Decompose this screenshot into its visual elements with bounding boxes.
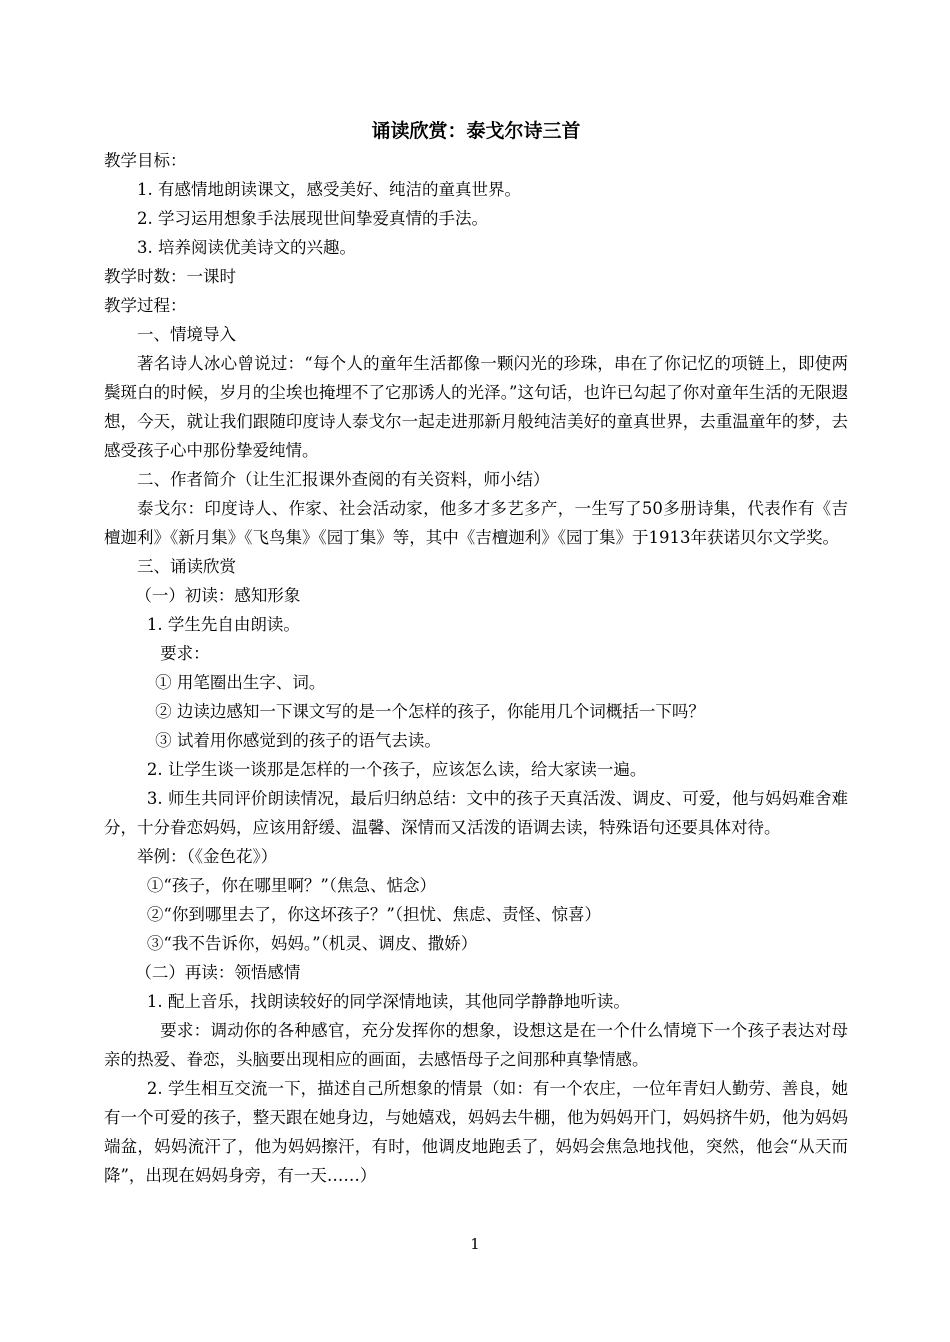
paragraph: 泰戈尔：印度诗人、作家、社会活动家，他多才多艺多产，一生写了50多册诗集，代表作有《吉檀迦利》《新月集》《飞鸟集》《园丁集》等，其中《吉檀迦利》《园丁集》于1913年获诺贝尔文学奖。 — [104, 499, 848, 547]
page-number: 1 — [470, 1235, 480, 1253]
paragraph: ②“你到哪里去了，你这坏孩子？”（担忧、焦虑、责怪、惊喜） — [146, 905, 602, 924]
paragraph: 一、情境导入 — [137, 325, 236, 344]
paragraph: ① 用笔圈出生字、词。 — [155, 673, 326, 692]
paragraph: （一）初读：感知形象 — [135, 586, 301, 605]
paragraph: ② 边读边感知一下课文写的是一个怎样的孩子，你能用几个词概括一下吗？ — [155, 702, 705, 721]
paragraph: （二）再读：领悟感情 — [135, 963, 301, 982]
paragraph: 著名诗人冰心曾说过：“每个人的童年生活都像一颗闪光的珍珠，串在了你记忆的项链上，即使两鬓斑白的时候，岁月的尘埃也掩埋不了它那诱人的光泽。”这句话，也许已勾起了你对童年生活的无限遐想，今天，就让我们跟随印度诗人泰戈尔一起走进那新月般纯洁美好的童真世界，去重温童年的梦，去感受孩子心中那份挚爱纯情。 — [104, 354, 848, 460]
paragraph: 3. 师生共同评价朗读情况，最后归纳总结：文中的孩子天真活泼、调皮、可爱，他与妈妈难舍难分，十分眷恋妈妈，应该用舒缓、温馨、深情而又活泼的语调去读，特殊语句还要具体对待。 — [104, 789, 848, 837]
paragraph: 要求：调动你的各种感官，充分发挥你的想象，设想这是在一个什么情境下一个孩子表达对母亲的热爱、眷恋，头脑要出现相应的画面，去感悟母子之间那种真挚情感。 — [104, 1021, 848, 1069]
document-title: 诵读欣赏：泰戈尔诗三首 — [371, 120, 581, 142]
paragraph: 二、作者简介（让生汇报课外查阅的有关资料，师小结） — [137, 470, 550, 489]
paragraph: 2. 让学生谈一谈那是怎样的一个孩子，应该怎么读，给大家读一遍。 — [146, 760, 647, 779]
paragraph: 1. 学生先自由朗读。 — [146, 615, 300, 634]
paragraph: 教学过程： — [104, 296, 187, 315]
paragraph: 教学目标： — [104, 151, 187, 170]
paragraph: ①“孩子，你在哪里啊？”（焦急、惦念） — [146, 876, 437, 895]
paragraph: 教学时数：一课时 — [104, 267, 236, 286]
paragraph: 3. 培养阅读优美诗文的兴趣。 — [137, 238, 356, 257]
paragraph: ③“我不告诉你，妈妈。”（机灵、调皮、撒娇） — [146, 934, 478, 953]
paragraph: 2. 学习运用想象手法展现世间挚爱真情的手法。 — [137, 209, 488, 228]
paragraph-list — [104, 146, 848, 1190]
paragraph: 2. 学生相互交流一下，描述自己所想象的情景（如：有一个农庄，一位年青妇人勤劳、善良，她有一个可爱的孩子，整天跟在她身边，与她嬉戏，妈妈去牛棚，他为妈妈开门，妈妈挤牛奶，他为妈妈端盆，妈妈流汗了，他为妈妈擦汗，有时，他调皮地跑丢了，妈妈会焦急地找他，突然，他会“从天而降”，出现在妈妈身旁，有一天……） — [104, 1079, 848, 1185]
paragraph: ③ 试着用你感觉到的孩子的语气去读。 — [155, 731, 441, 750]
paragraph: 三、诵读欣赏 — [137, 557, 236, 576]
paragraph: 1. 配上音乐，找朗读较好的同学深情地读，其他同学静静地听读。 — [146, 992, 630, 1011]
document-body — [104, 116, 848, 1190]
paragraph: 举例：（《金色花》） — [137, 847, 278, 866]
paragraph: 1. 有感情地朗读课文，感受美好、纯洁的童真世界。 — [137, 180, 521, 199]
paragraph: 要求： — [160, 644, 210, 663]
